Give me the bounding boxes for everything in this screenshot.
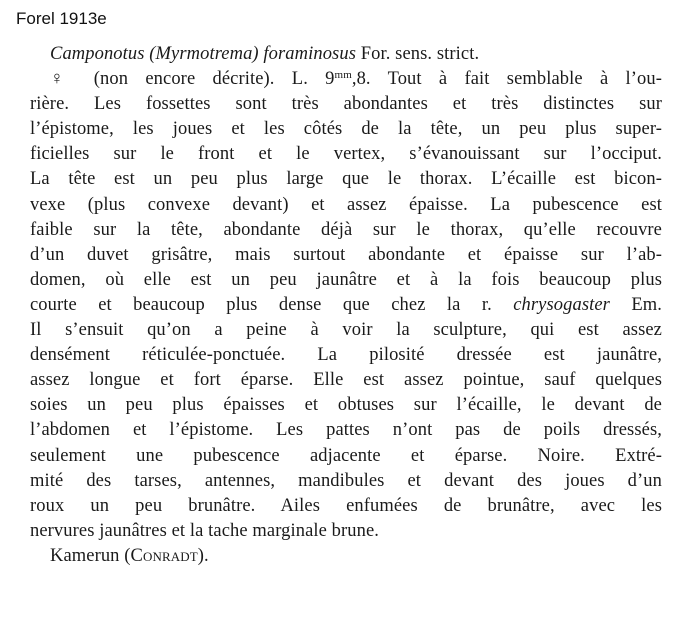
description-line: l’abdomen et l’épistome. Les pattes n’ont pas de poils dressés, — [30, 420, 662, 441]
description-line: nervures jaunâtres et la tache marginale brune. — [30, 520, 380, 541]
description-line: domen, où elle est un peu jaunâtre et à la fois beaucoup plus — [30, 269, 662, 290]
description-line: mité des tarses, antennes, mandibules et devant des joues d’un — [30, 470, 662, 491]
description-line: densément réticulée-ponctuée. La pilosité dressée est jaunâtre, — [30, 345, 662, 366]
description-line: ♀ (non encore décrite). L. $9^{mm},8$. Tout à fait semblable à l’ou- — [50, 69, 663, 90]
text-page — [30, 42, 662, 569]
description-line: seulement une pubescence adjacente et éparse. Noire. Extré- — [30, 445, 662, 466]
locality-line: Kamerun (Conradt). — [50, 545, 209, 566]
page-label: Forel 1913e — [16, 9, 107, 28]
species-description — [30, 67, 662, 544]
description-line: ficielles sur le front et le vertex, s’évanouissant sur l’occiput. — [30, 144, 662, 165]
description-line: d’un duvet grisâtre, mais surtout abondante et épaisse sur l’ab- — [30, 244, 662, 265]
species-heading — [30, 42, 662, 67]
species-name: Camponotus (Myrmotrema) foraminosus — [50, 44, 357, 64]
description-line: l’épistome, les joues et les côtés de la tête, un peu plus super- — [30, 119, 662, 140]
collector-name: Conradt — [130, 545, 198, 566]
heading-suffix: For. sens. strict. — [356, 44, 480, 64]
description-line: rière. Les fossettes sont très abondantes et très distinctes sur — [30, 94, 662, 115]
description-line: vexe (plus convexe devant) et assez épaisse. La pubescence est — [30, 194, 662, 215]
description-line: La tête est un peu plus large que le thorax. L’écaille est bicon- — [30, 169, 662, 190]
description-line: roux un peu brunâtre. Ailes enfumées de brunâtre, avec les — [30, 495, 662, 516]
description-line: courte et beaucoup plus dense que chez la r. chrysogaster Em. — [30, 294, 662, 315]
size-unit: mm — [334, 69, 352, 82]
species-reference: chrysogaster — [513, 294, 610, 315]
description-line: assez longue et fort éparse. Elle est assez pointue, sauf quelques — [30, 370, 662, 391]
description-line: soies un peu plus épaisses et obtuses sur l’écaille, le devant de — [30, 395, 662, 416]
description-line: Il s’ensuit qu’on a peine à voir la sculpture, qui est assez — [30, 320, 662, 341]
description-line: faible sur la tête, abondante déjà sur le thorax, qu’elle recouvre — [30, 219, 662, 240]
